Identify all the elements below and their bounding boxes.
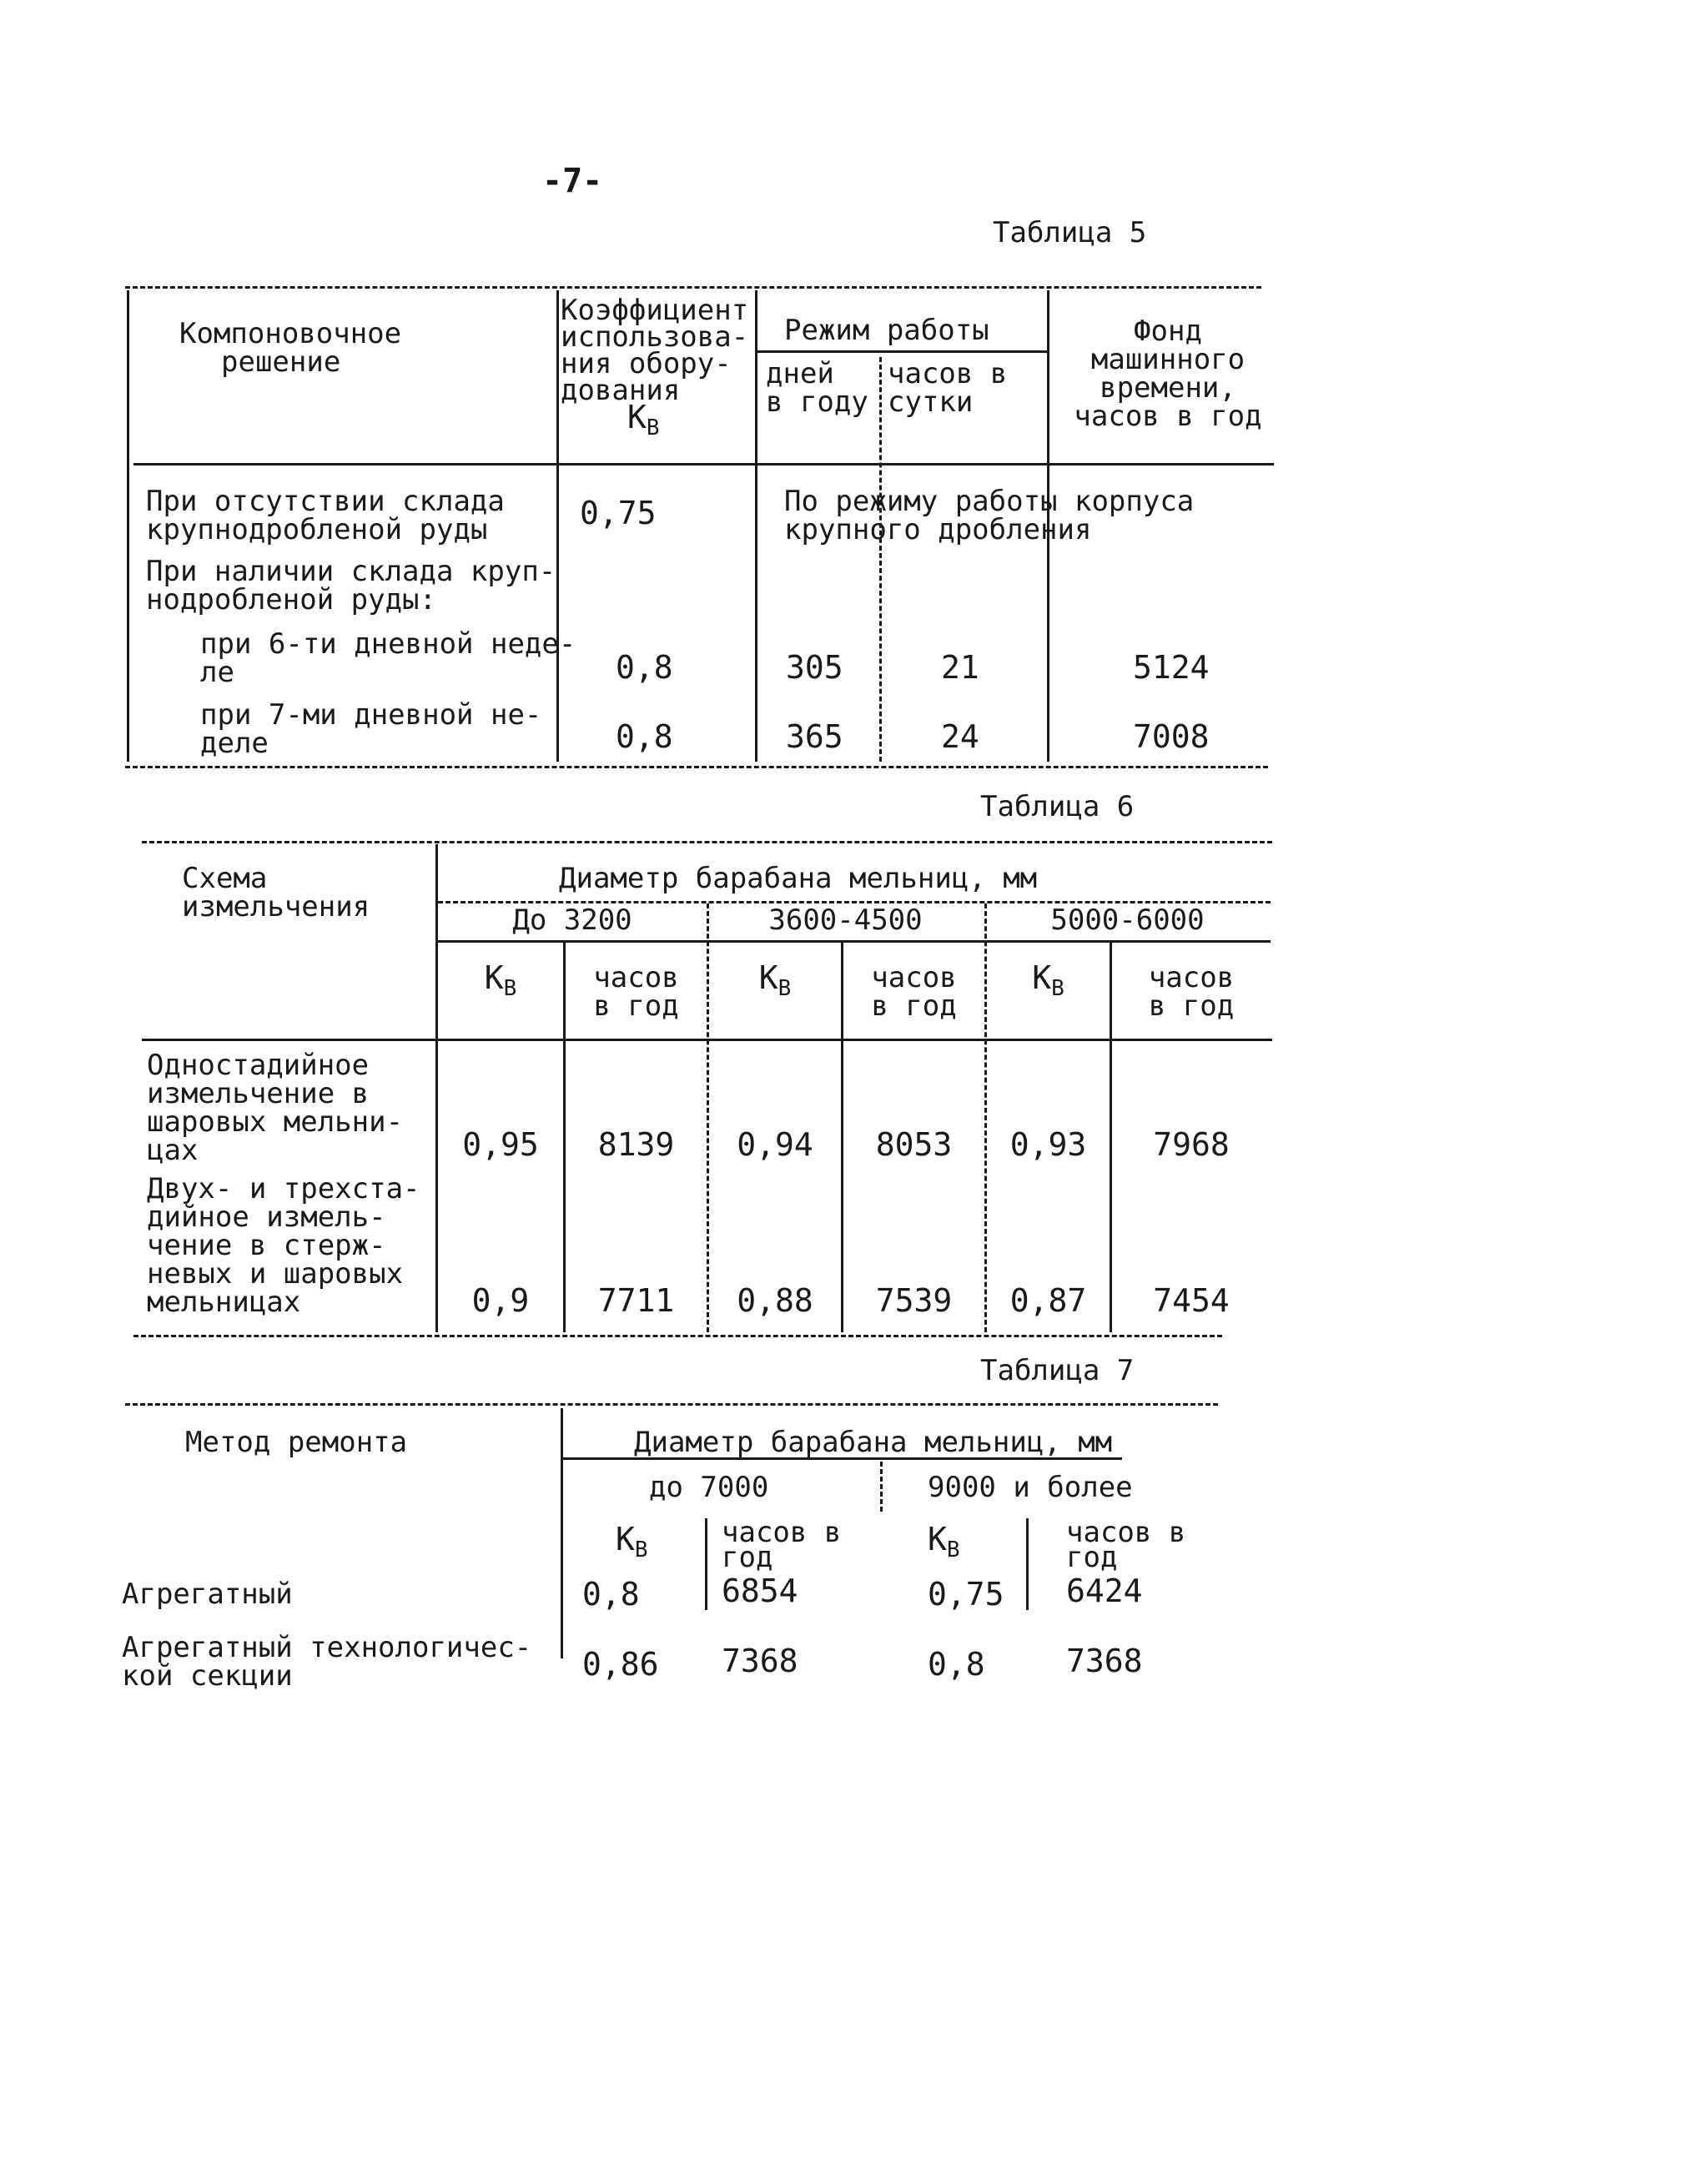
table5-head-hours: часов в сутки [888, 357, 1008, 419]
table6-head-group1: До 3200 [512, 903, 632, 937]
table7-row2-kb-1: 0,86 [582, 1646, 659, 1683]
table5-header-rule [133, 463, 1274, 465]
table6-head-scheme: Схема измельчения [182, 862, 370, 923]
table6-head-group2: 3600-4500 [768, 903, 923, 937]
table5-row-no-storage: При отсутствии склада крупнодробленой руды [146, 485, 505, 546]
table7-vline-method [561, 1408, 563, 1658]
table6-row1-kb-2: 0,94 [737, 1126, 813, 1163]
table7-row-aggregate: Агрегатный [122, 1578, 293, 1611]
table5-vline-3 [879, 357, 882, 762]
table7-vline-groups [880, 1462, 883, 1512]
table5-row-6day-fund: 5124 [1133, 649, 1210, 686]
table6-row2-kb-1: 0,9 [471, 1282, 530, 1319]
table5-row-with-storage: При наличии склада круп- нодробленой руды: [146, 555, 556, 616]
table5-row-no-storage-mode: По режиму работы корпуса крупного дробления [784, 485, 1195, 546]
table7-title: Таблица 7 [980, 1354, 1135, 1387]
table7-vline-2 [1026, 1518, 1029, 1610]
table6-top-rule [142, 841, 1272, 843]
table5-row-7day-days: 365 [786, 718, 843, 755]
table6-head-hours-1: часов в год [593, 961, 679, 1023]
table6-row1-hours-3: 7968 [1153, 1126, 1230, 1163]
table5-title: Таблица 5 [993, 216, 1147, 249]
table5-row-7day-fund: 7008 [1133, 718, 1210, 755]
table7-head-group1: до 7000 [649, 1471, 769, 1504]
table6-head-group3: 5000-6000 [1050, 903, 1205, 937]
table5-row-6day-hours: 21 [941, 649, 979, 686]
table5-kb-symbol: $К_В$ [627, 399, 660, 440]
table6-row-multi-stage: Двух- и трехста- дийное измель- чение в стерж- невых и шаровых мельницах [147, 1172, 420, 1319]
table5-head-layout: Компоновочное решение [179, 317, 402, 379]
table7-row1-kb-1: 0,8 [582, 1576, 640, 1613]
table5-row-6day-days: 305 [786, 649, 843, 686]
table7-head-group2: 9000 и более [928, 1471, 1133, 1504]
table7-row1-kb-2: 0,75 [928, 1576, 1004, 1613]
table6-bottom-rule [133, 1335, 1222, 1337]
table6-head-kb-1: $К_В$ [484, 959, 517, 1001]
table7-top-rule [125, 1403, 1218, 1406]
table6-row2-hours-3: 7454 [1153, 1282, 1230, 1319]
table7-head-kb-2: $К_В$ [928, 1521, 960, 1563]
table7-row2-kb-2: 0,8 [928, 1646, 985, 1683]
table6-head-hours-2: часов в год [871, 961, 957, 1023]
table7-vline-1 [705, 1518, 707, 1610]
table6-head-diameter: Диаметр барабана мельниц, мм [559, 862, 1038, 895]
table6-head-kb-2: $К_В$ [758, 959, 792, 1001]
table7-row-aggregate-section: Агрегатный технологичес- кой секции [122, 1631, 532, 1693]
table7-head-kb-1: $К_В$ [616, 1521, 648, 1563]
table7-row2-hours-1: 7368 [722, 1643, 798, 1679]
table5-vline-2 [755, 290, 757, 762]
table5-head-fund: Фонд машинного времени, часов в год [1074, 315, 1262, 433]
table7-row2-hours-2: 7368 [1066, 1643, 1143, 1679]
table5-row-7day-hours: 24 [941, 718, 979, 755]
table5-head-coef: Коэффициент использова- ния обору- дования $К_В$ [561, 294, 749, 440]
table7-row1-hours-1: 6854 [722, 1573, 798, 1609]
page-number: -7- [542, 162, 603, 200]
table6-row2-kb-2: 0,88 [737, 1282, 813, 1319]
table5-head-days: дней в году [766, 357, 868, 419]
table5-row-6day-kb: 0,8 [616, 649, 673, 686]
table6-row2-kb-3: 0,87 [1009, 1282, 1087, 1319]
table6-row1-kb-3: 0,93 [1009, 1126, 1087, 1163]
table7-row1-hours-2: 6424 [1066, 1573, 1143, 1609]
table7-head-method: Метод ремонта [185, 1426, 408, 1459]
table5-mode-rule [755, 350, 1047, 353]
table5-vline-1 [556, 290, 559, 762]
table6-head-hours-3: часов в год [1148, 961, 1235, 1023]
table5-top-rule [125, 286, 1261, 289]
table7-head-hours-1: часов в год [722, 1516, 842, 1574]
table5-row-no-storage-kb: 0,75 [580, 495, 657, 531]
table6-head-kb-3: $К_В$ [1032, 959, 1064, 1001]
table6-row2-hours-2: 7539 [875, 1282, 953, 1319]
table5-row-7day-kb: 0,8 [616, 718, 673, 755]
table6-row2-hours-1: 7711 [597, 1282, 675, 1319]
table5-head-mode: Режим работы [784, 314, 989, 347]
table6-row1-kb-1: 0,95 [462, 1126, 539, 1163]
table5-bottom-rule [125, 766, 1268, 768]
table7-head-diameter: Диаметр барабана мельниц, мм [634, 1426, 1113, 1459]
table6-row1-hours-2: 8053 [875, 1126, 953, 1163]
table6-row-single-stage: Одностадийное измельчение в шаровых мельни- цах [147, 1049, 404, 1167]
table6-title: Таблица 6 [980, 790, 1135, 823]
table6-row1-hours-1: 8139 [597, 1126, 675, 1163]
table7-head-hours-2: часов в год [1066, 1516, 1186, 1574]
table5-vline-left [127, 290, 129, 762]
table5-row-6day: при 6-ти дневной неде- ле [200, 627, 576, 689]
table5-row-7day: при 7-ми дневной не- деле [200, 698, 542, 760]
